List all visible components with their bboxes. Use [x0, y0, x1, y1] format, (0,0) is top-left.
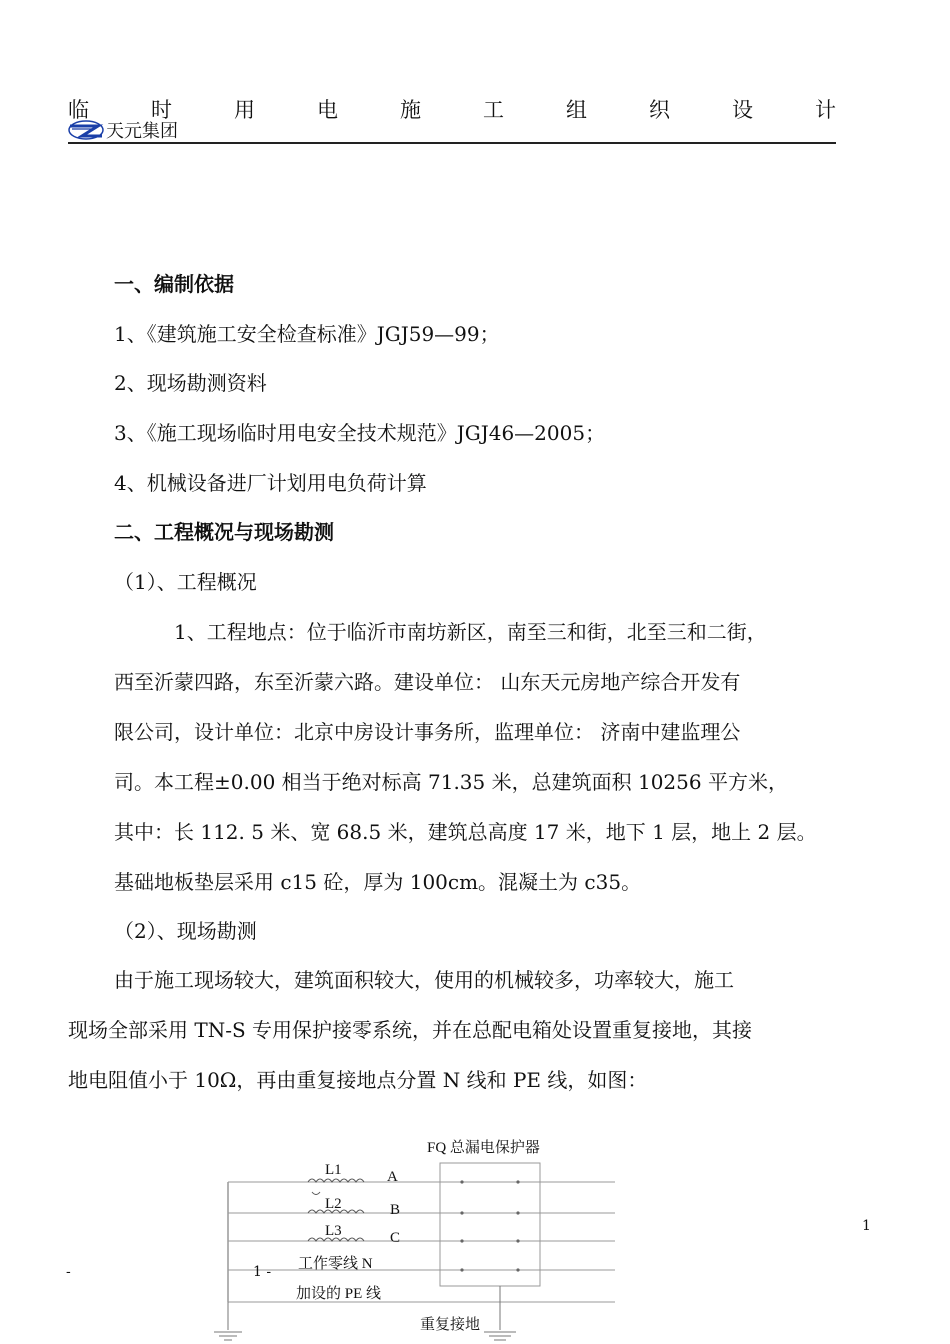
contact [460, 1239, 463, 1242]
paragraph-line: 由于施工现场较大，建筑面积较大，使用的机械较多，功率较大，施工 [114, 968, 734, 992]
paragraph-line: 1、工程地点：位于临沂市南坊新区，南至三和街，北至三和二街， [174, 620, 767, 644]
section-heading: 一、编制依据 [114, 272, 234, 296]
contact [460, 1268, 463, 1271]
tianyuan-logo-icon [68, 119, 104, 141]
header-char: 设 [732, 98, 753, 122]
contact [460, 1180, 463, 1183]
header-char: 临 [68, 98, 89, 122]
paragraph-line: 司。本工程±0.00 相当于绝对标高 71.35 米，总建筑面积 10256 平方米， [114, 770, 788, 794]
line-label-l2: L2 [325, 1196, 342, 1212]
line-label-l1: L1 [325, 1162, 342, 1178]
breaker-box [440, 1163, 540, 1286]
page-number: 1 [862, 1218, 871, 1234]
neutral-label: 工作零线 N [298, 1256, 373, 1272]
list-item: 3、《施工现场临时用电安全技术规范》JGJ46—2005； [114, 421, 606, 445]
diagram-title: FQ 总漏电保护器 [427, 1140, 540, 1156]
contact [516, 1239, 519, 1242]
header-char: 计 [815, 98, 836, 122]
subsection-heading: （1）、工程概况 [114, 570, 257, 594]
contact [460, 1211, 463, 1214]
header-char: 工 [483, 98, 504, 122]
phase-label-b: B [390, 1202, 401, 1218]
header-char: 用 [234, 98, 255, 122]
document-header-title [68, 94, 836, 124]
header-char: 组 [566, 98, 587, 122]
header-rule [68, 142, 836, 144]
ground-label: 重复接地 [420, 1317, 481, 1333]
logo-text: 天元集团 [106, 121, 178, 142]
header-char: 织 [649, 98, 670, 122]
footer-page-label: 1 - [253, 1264, 272, 1280]
contact [516, 1180, 519, 1183]
phase-label-c: C [390, 1230, 401, 1246]
line-label-l3: L3 [325, 1223, 342, 1239]
phase-label-a: A [387, 1169, 398, 1185]
header-char: 施 [400, 98, 421, 122]
header-char: 电 [317, 98, 338, 122]
contact [516, 1268, 519, 1271]
section-heading: 二、工程概况与现场勘测 [114, 520, 334, 544]
contact [516, 1211, 519, 1214]
list-item: 1、《建筑施工安全检查标准》JGJ59—99； [114, 322, 500, 346]
list-item: 4、机械设备进厂计划用电负荷计算 [114, 471, 427, 495]
tn-s-wiring-diagram [200, 1130, 630, 1344]
paragraph-line: 西至沂蒙四路，东至沂蒙六路。建设单位： 山东天元房地产综合开发有 [114, 670, 741, 694]
paragraph-line: 其中：长 112. 5 米、宽 68.5 米，建筑总高度 17 米，地下 1 层，地上 2 层。 [114, 820, 817, 844]
company-logo [68, 117, 178, 143]
header-char: 时 [151, 98, 172, 122]
paragraph-line: 地电阻值小于 10Ω，再由重复接地点分置 N 线和 PE 线，如图： [68, 1068, 648, 1092]
paragraph-line: 限公司，设计单位：北京中房设计事务所，监理单位： 济南中建监理公 [114, 720, 741, 744]
footer-left-mark: - [66, 1264, 71, 1280]
list-item: 2、现场勘测资料 [114, 371, 267, 395]
coil-mark [312, 1192, 320, 1195]
paragraph-line: 现场全部采用 TN-S 专用保护接零系统，并在总配电箱处设置重复接地，其接 [68, 1018, 753, 1042]
paragraph-line: 基础地板垫层采用 c15 砼，厚为 100cm。混凝土为 c35。 [114, 870, 642, 894]
subsection-heading: （2）、现场勘测 [114, 919, 257, 943]
pe-label: 加设的 PE 线 [296, 1286, 382, 1302]
